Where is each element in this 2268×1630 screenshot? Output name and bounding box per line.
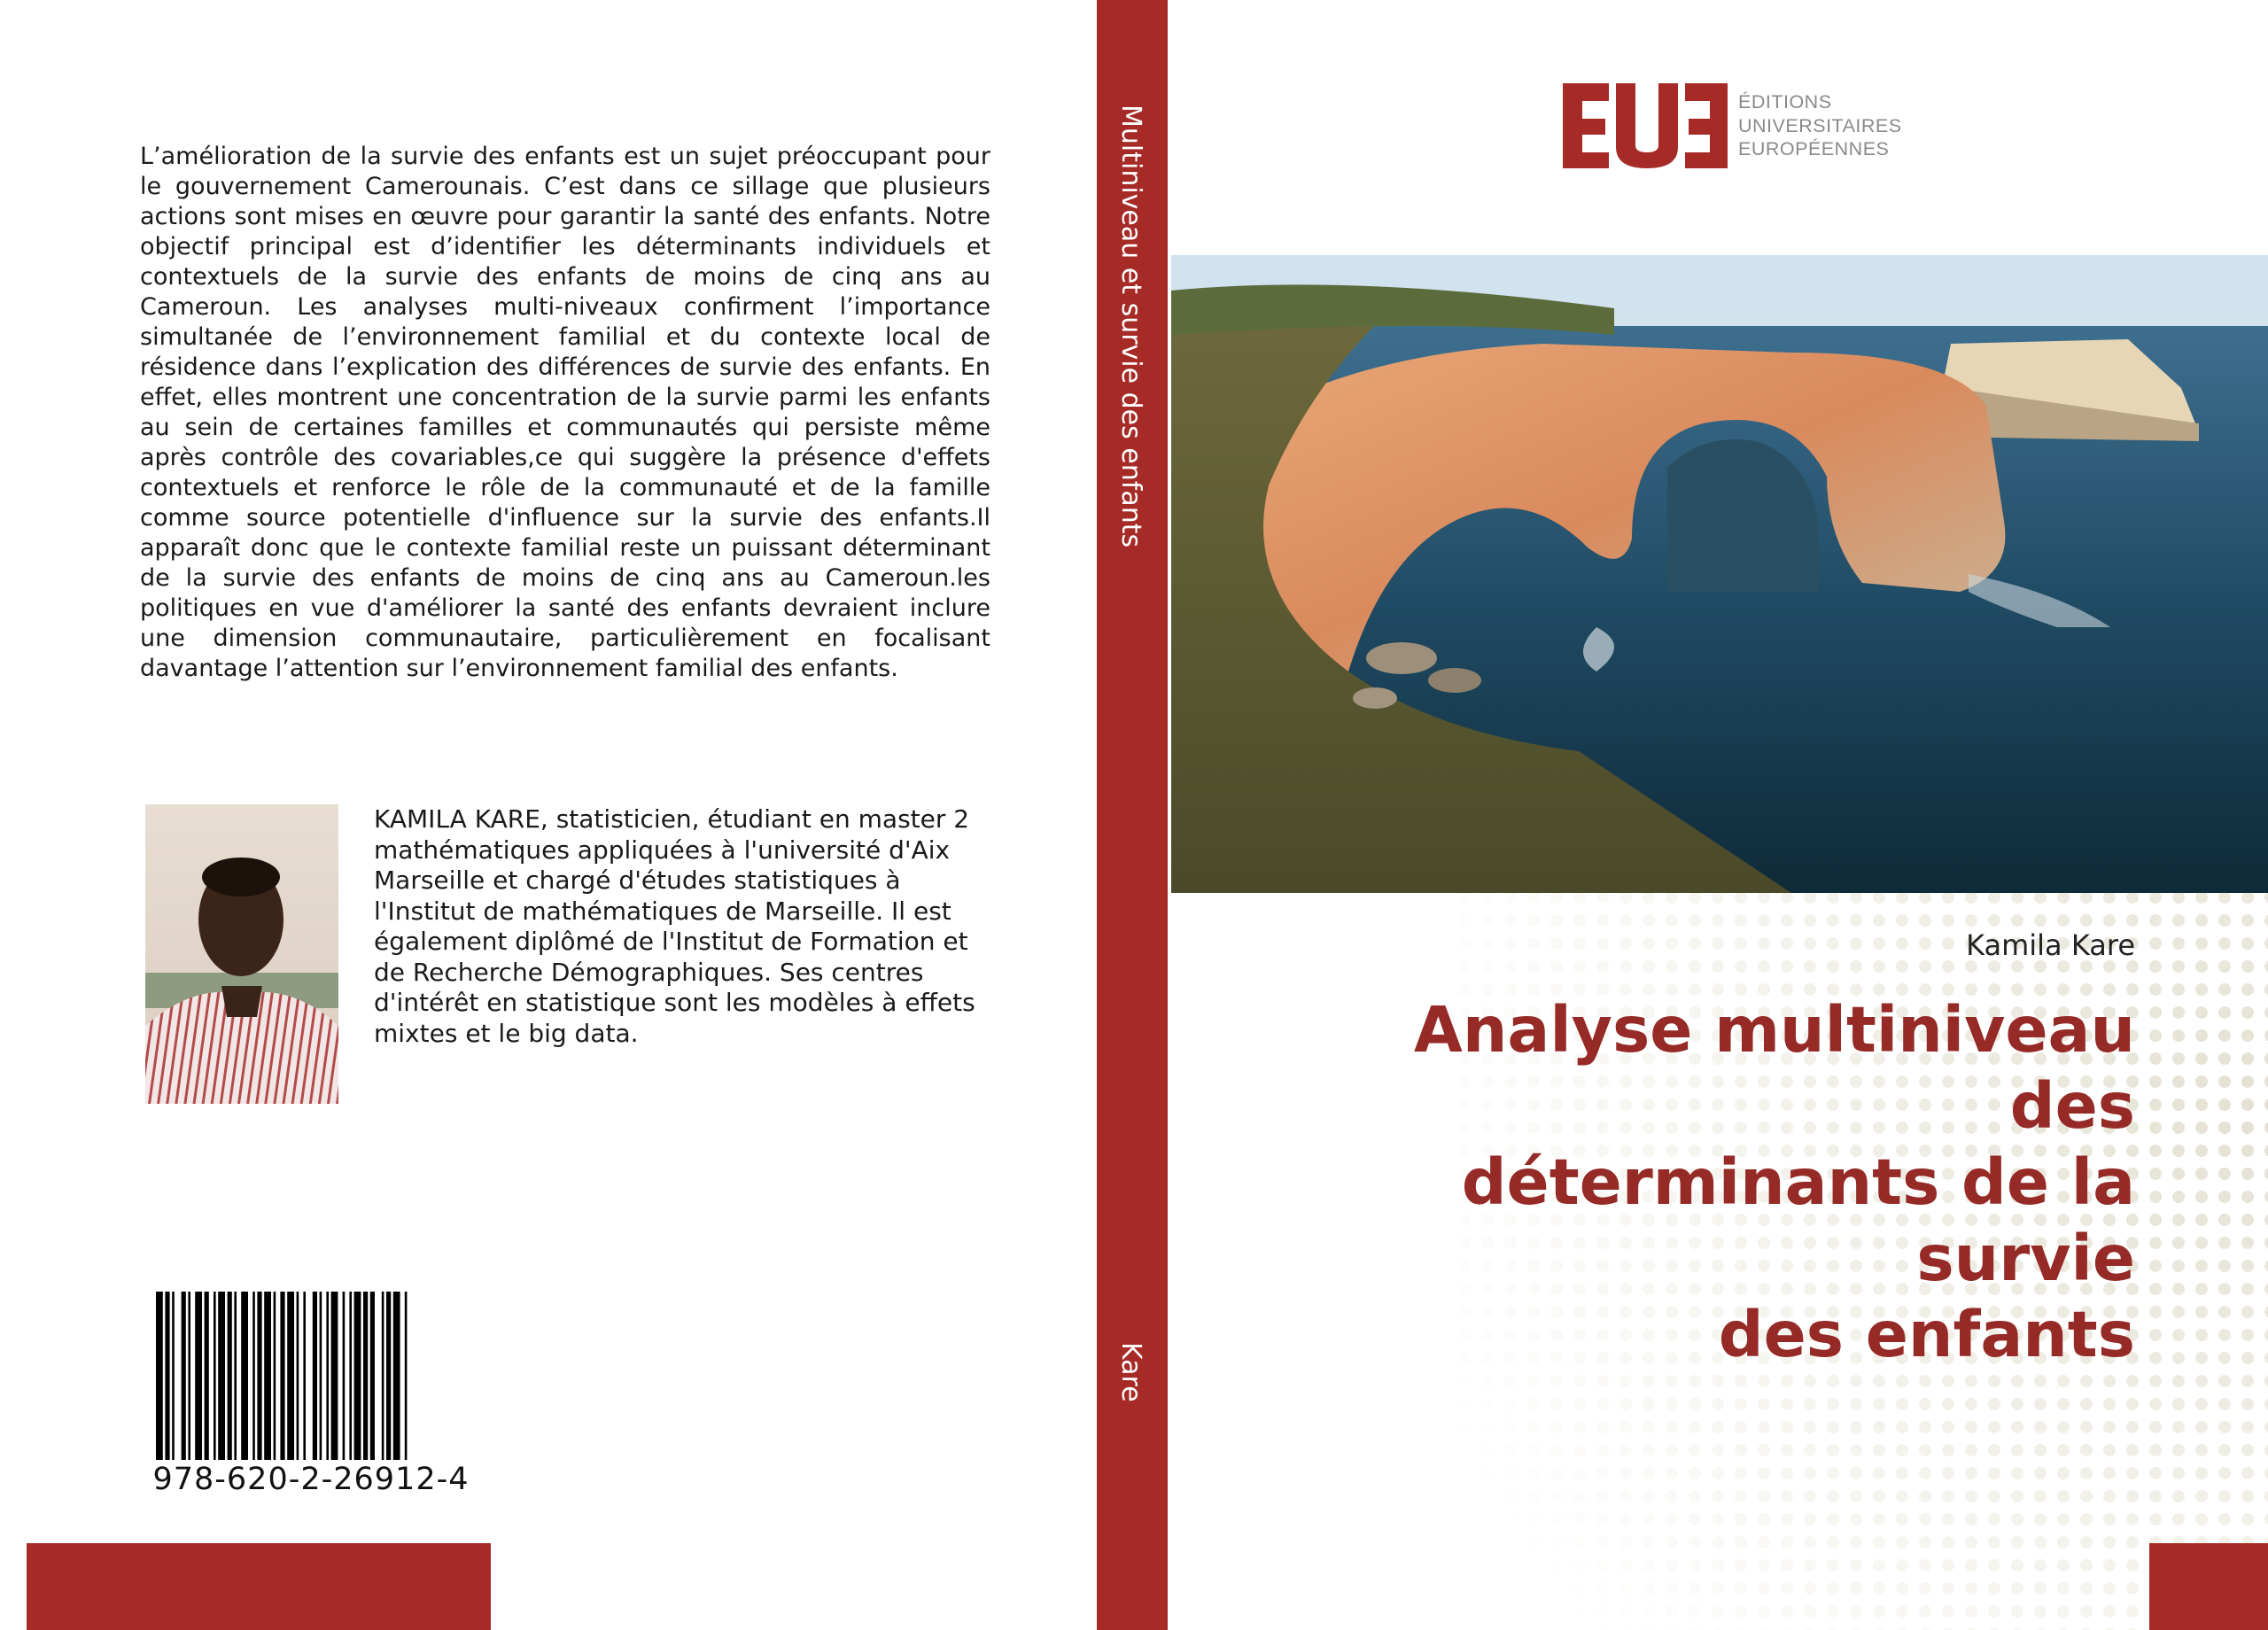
isbn-number: 978-620-2-26912-4 [152, 1462, 470, 1497]
publisher-name [1738, 90, 1902, 161]
author-bio: KAMILA KARE, statisticien, étudiant en master 2 mathématiques appliquées à l'université d'Aix Marseille et chargé d'études statistiques à l'Institut de mathématiques de Marseille. Il est également diplômé de l'Institut de Formation et de Recherche Démographiques. Ses centres d'intérêt en statistique sont les modèles à effets mixtes et le big data. [374, 804, 975, 1048]
author-photo [145, 804, 338, 1104]
spine-text [1097, 0, 1168, 1630]
publisher-line-1: ÉDITIONS [1738, 91, 1832, 113]
eue-logo-icon [1563, 83, 1731, 172]
back-cover-blurb: L’amélioration de la survie des enfants est un sujet préoccupant pour le gouvernement Camerounais. C’est dans ce sillage que plusieurs actions sont mises en œuvre pour garantir la santé des enfants. Notre objectif principal est d’identifier les déterminants individuels et contextuels de la survie des enfants de moins de cinq ans au Cameroun. Les analyses multi-niveaux confirment l’importance simultanée de l’environnement familial et du contexte local de résidence dans l’explication des différences de survie des enfants. En effet, elles montrent une concentration de la survie parmi les enfants au sein de certaines familles et communautés qui persiste même après contrôle des covariables,ce qui suggère la présence d'effets contextuels et renforce le rôle de la communauté et de la famille comme source potentielle d'influence sur la survie des enfants.Il apparaît donc que le contexte familial reste un puissant déterminant de la survie des enfants de moins de cinq ans au Cameroun.les politiques en vue d'améliorer la santé des enfants devraient inclure une dimension communautaire, particulièrement en focalisant davantage l’attention sur l’environnement familial des enfants. [140, 143, 990, 682]
publisher-line-2: UNIVERSITAIRES [1738, 114, 1902, 136]
front-cover-red-bar [2149, 1543, 2268, 1630]
barcode [156, 1292, 466, 1460]
book-title-line-3: des enfants [1718, 1298, 2135, 1371]
book-title-line-1: Analyse multiniveau des [1413, 993, 2135, 1143]
cover-photo-coastline [1171, 255, 2268, 893]
back-cover-red-bar [27, 1543, 491, 1630]
spine-author: Kare [1115, 1342, 1146, 1402]
book-title-line-2: déterminants de la survie [1461, 1145, 2135, 1295]
book-title [1293, 992, 2135, 1373]
publisher-line-3: EUROPÉENNES [1738, 138, 1890, 159]
spine-title: Multiniveau et survie des enfants [1115, 105, 1146, 548]
front-author-name: Kamila Kare [1966, 928, 2135, 962]
